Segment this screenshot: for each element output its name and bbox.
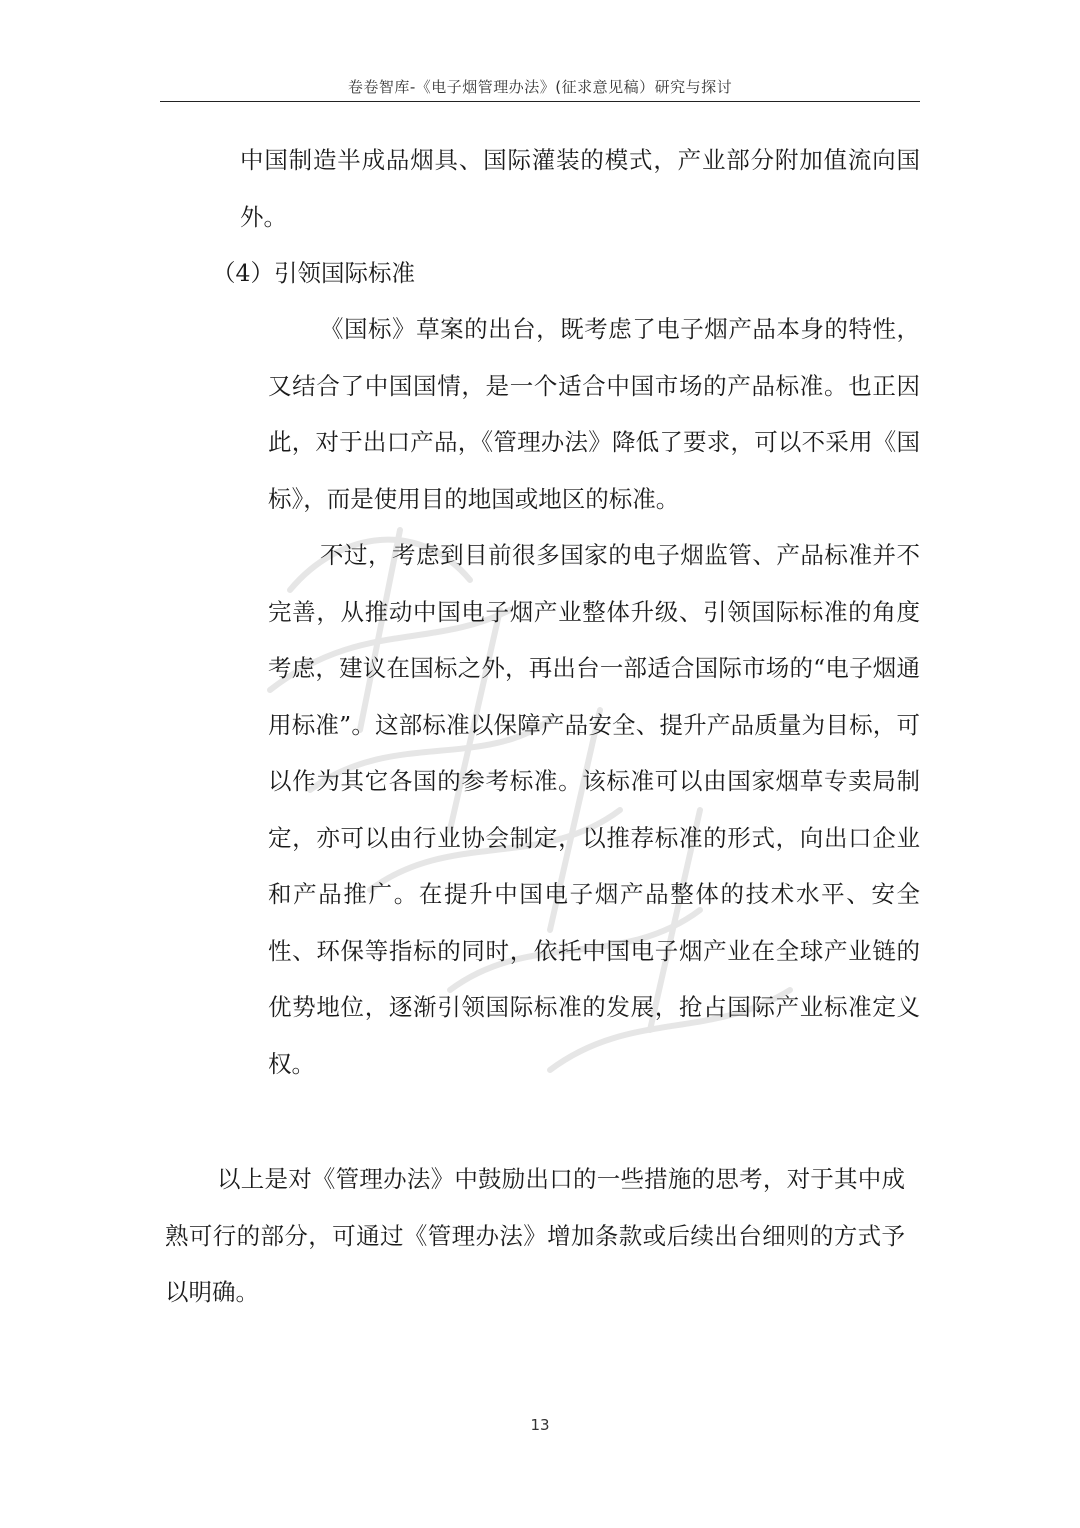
paragraph-national-standard: 《国标》草案的出台，既考虑了电子烟产品本身的特性，又结合了中国国情，是一个适合中国市场的产品标准。也正因此，对于出口产品，《管理办法》降低了要求，可以不采用《国标》，而是使用目的地国或地区的标准。: [268, 315, 920, 513]
section-heading: （4）引领国际标准: [212, 259, 415, 287]
page-header: 卷卷智库-《电子烟管理办法》(征求意见稿）研究与探讨: [347, 78, 733, 96]
paragraph-international-standard: 不过，考虑到目前很多国家的电子烟监管、产品标准并不完善，从推动中国电子烟产业整体升级、引领国际标准的角度考虑，建议在国标之外，再出台一部适合国际市场的“电子烟通用标准”。这部标准以保障产品安全、提升产品质量为目标，可以作为其它各国的参考标准。该标准可以由国家烟草专卖局制定，亦可以由行业协会制定，以推荐标准的形式，向出口企业和产品推广。在提升中国电子烟产品整体的技术水平、安全性、环保等指标的同时，依托中国电子烟产业在全球产业链的优势地位，逐渐引领国际标准的发展，抢占国际产业标准定义权。: [268, 541, 920, 1078]
paragraph-conclusion: 以上是对《管理办法》中鼓励出口的一些措施的思考，对于其中成熟可行的部分，可通过《管理办法》增加条款或后续出台细则的方式予以明确。: [165, 1165, 905, 1306]
page-number: 13: [530, 1416, 550, 1434]
paragraph-continuation: 中国制造半成品烟具、国际灌装的模式，产业部分附加值流向国外。: [240, 146, 920, 231]
header-rule: [160, 101, 920, 102]
